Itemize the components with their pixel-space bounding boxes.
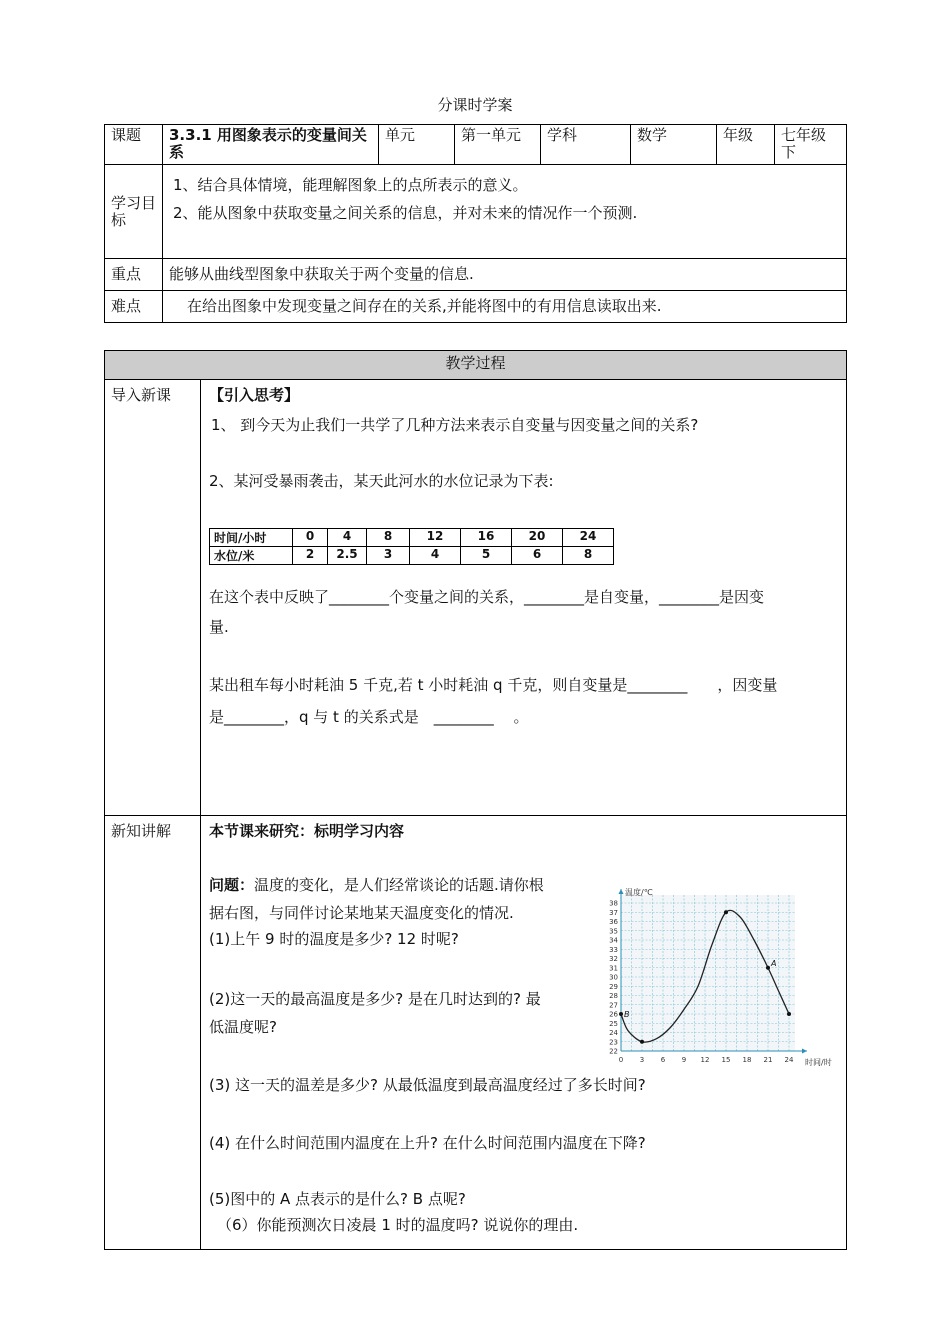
y-tick-label: 28 — [609, 992, 618, 1000]
sub-question-1: (1)上午 9 时的温度是多少? 12 时呢? — [209, 930, 459, 948]
water-level: 8 — [563, 547, 614, 565]
water-level: 6 — [512, 547, 563, 565]
goal-item-2: 2、能从图象中获取变量之间关系的信息，并对未来的情况作一个预测. — [173, 204, 638, 222]
x-tick-label: 0 — [618, 1056, 624, 1064]
water-level: 5 — [461, 547, 512, 565]
fill-blank-2-line2: 是________，q 与 t 的关系式是 ________ 。 — [209, 708, 529, 726]
x-tick-label: 21 — [763, 1056, 773, 1064]
y-tick-label: 31 — [609, 964, 618, 973]
question-1: 1、 到今天为止我们一共学了几种方法来表示自变量与因变量之间的关系? — [211, 416, 699, 434]
water-time: 20 — [512, 529, 563, 547]
water-level-table — [209, 528, 614, 565]
y-tick-label: 29 — [609, 982, 618, 991]
sub-question-6: （6）你能预测次日凌晨 1 时的温度吗? 说说你的理由. — [217, 1216, 579, 1234]
x-tick-label: 6 — [660, 1056, 666, 1064]
y-tick-label: 24 — [609, 1029, 618, 1037]
fill-blank-2-line1: 某出租车每小时耗油 5 千克,若 t 小时耗油 q 千克，则自变量是________ ，因变量 — [209, 676, 778, 694]
data-point — [724, 910, 728, 914]
water-level: 2 — [293, 547, 328, 565]
water-level: 4 — [410, 547, 461, 565]
y-tick-label: 30 — [609, 973, 618, 982]
problem-line-2: 据右图，与同伴讨论某地某天温度变化的情况. — [209, 904, 514, 922]
teaching-process-table — [104, 350, 847, 1250]
chart-background — [621, 895, 795, 1051]
question-2: 2、某河受暴雨袭击，某天此河水的水位记录为下表: — [209, 472, 554, 490]
sub-question-5: (5)图中的 A 点表示的是什么? B 点呢? — [209, 1190, 466, 1208]
water-level: 3 — [367, 547, 410, 565]
y-tick-label: 27 — [609, 1001, 618, 1010]
x-axis-arrow — [802, 1049, 807, 1054]
y-tick-label: 36 — [609, 918, 618, 926]
y-tick-label: 25 — [609, 1019, 618, 1028]
fill-blank-1-line2: 量. — [209, 618, 229, 636]
intro-label: 导入新课 — [105, 380, 201, 816]
x-axis-label: 时间/时 — [805, 1058, 832, 1067]
document-title: 分课时学案 — [437, 96, 513, 114]
difficulty-label: 难点 — [105, 291, 163, 323]
y-tick-label: 37 — [609, 908, 618, 917]
data-point — [787, 1012, 791, 1016]
new-knowledge-label: 新知讲解 — [105, 816, 201, 1250]
water-time: 8 — [367, 529, 410, 547]
y-tick-label: 23 — [609, 1038, 618, 1047]
fill-blank-1-line1: 在这个表中反映了________个变量之间的关系，________是自变量，________是因变 — [209, 588, 765, 606]
x-tick-label: 24 — [784, 1056, 794, 1064]
x-tick-label: 15 — [721, 1056, 731, 1064]
point-label-a: A — [771, 958, 777, 968]
unit-value: 第一单元 — [455, 125, 541, 165]
water-time: 24 — [563, 529, 614, 547]
problem-label: 问题： — [209, 876, 255, 894]
temperature-chart — [605, 881, 835, 1071]
point-label-b: B — [624, 1010, 630, 1019]
intro-content — [201, 380, 847, 816]
new-knowledge-content — [201, 816, 847, 1250]
sub-question-3: (3) 这一天的温差是多少? 从最低温度到最高温度经过了多长时间? — [209, 1076, 646, 1094]
sub-question-2-line1: (2)这一天的最高温度是多少? 是在几时达到的? 最 — [209, 990, 541, 1008]
data-point — [619, 1012, 623, 1016]
y-tick-label: 38 — [609, 899, 618, 908]
water-time: 12 — [410, 529, 461, 547]
water-row1-label: 时间/小时 — [210, 529, 293, 547]
subject-label: 学科 — [541, 125, 631, 165]
water-time: 16 — [461, 529, 512, 547]
x-tick-label: 18 — [742, 1056, 752, 1064]
problem-line-1 — [209, 874, 544, 895]
water-time: 4 — [328, 529, 367, 547]
water-level: 2.5 — [328, 547, 367, 565]
goal-content — [163, 165, 847, 259]
topic-value: 3.3.1 用图象表示的变量间关系 — [163, 125, 379, 165]
problem-text-1: 温度的变化，是人们经常谈论的话题.请你根 — [254, 876, 544, 894]
y-tick-label: 34 — [609, 936, 618, 945]
data-point — [766, 966, 770, 970]
x-tick-label: 12 — [700, 1056, 710, 1064]
key-value: 能够从曲线型图象中获取关于两个变量的信息. — [163, 259, 847, 291]
x-tick-label: 3 — [639, 1056, 645, 1064]
sub-question-2-line2: 低温度呢? — [209, 1018, 277, 1036]
y-tick-label: 22 — [609, 1047, 618, 1056]
y-tick-label: 26 — [609, 1010, 618, 1019]
y-tick-label: 32 — [609, 955, 618, 963]
intro-heading: 【引入思考】 — [209, 386, 300, 404]
y-tick-label: 33 — [609, 945, 618, 954]
water-time: 0 — [293, 529, 328, 547]
grade-label: 年级 — [717, 125, 775, 165]
y-axis-label: 温度/℃ — [625, 888, 653, 897]
difficulty-value: 在给出图象中发现变量之间存在的关系,并能将图中的有用信息读取出来. — [163, 291, 847, 323]
subject-value: 数学 — [631, 125, 717, 165]
y-tick-label: 35 — [609, 927, 618, 936]
grade-value: 七年级下 — [775, 125, 847, 165]
sub-question-4: (4) 在什么时间范围内温度在上升? 在什么时间范围内温度在下降? — [209, 1134, 646, 1152]
lesson-info-table — [104, 124, 847, 323]
water-row2-label: 水位/米 — [210, 547, 293, 565]
data-point — [640, 1040, 644, 1044]
x-tick-label: 9 — [681, 1056, 687, 1064]
goal-label: 学习目标 — [105, 165, 163, 259]
key-label: 重点 — [105, 259, 163, 291]
new-knowledge-heading: 本节课来研究：标明学习内容 — [209, 822, 405, 840]
y-axis-arrow — [619, 889, 624, 894]
process-header: 教学过程 — [105, 351, 847, 380]
goal-item-1: 1、结合具体情境，能理解图象上的点所表示的意义。 — [173, 176, 528, 194]
topic-label: 课题 — [105, 125, 163, 165]
unit-label: 单元 — [379, 125, 455, 165]
